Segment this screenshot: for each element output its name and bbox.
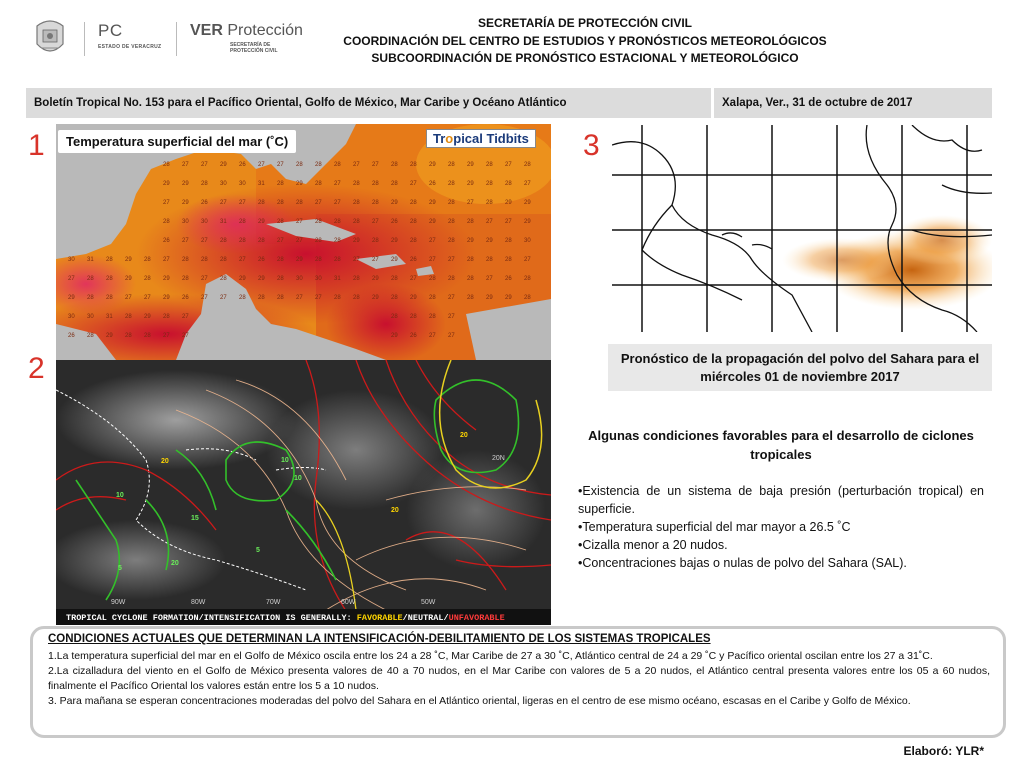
sst-value: 27 <box>486 219 493 225</box>
sst-value: 26 <box>391 219 398 225</box>
sst-value: 29 <box>258 219 265 225</box>
sst-value: 29 <box>258 276 265 282</box>
sst-value: 29 <box>372 295 379 301</box>
sst-value: 28 <box>467 219 474 225</box>
sst-value: 29 <box>163 276 170 282</box>
contour-label: 10 <box>116 492 124 499</box>
sst-value: 28 <box>353 219 360 225</box>
sst-value: 28 <box>315 219 322 225</box>
sst-value: 29 <box>467 162 474 168</box>
sst-value: 28 <box>182 276 189 282</box>
contour-label: 20 <box>391 507 399 514</box>
sst-value: 28 <box>296 162 303 168</box>
sst-value: 28 <box>334 295 341 301</box>
current-condition-paragraph: 2.La cizalladura del viento en el Golfo de México presenta valores de 40 a 70 nudos, en el Mar Caribe con valores de 5 a 20 nudos, el Atlántico central presenta valores entre los 05 a 60 nudos, finalmente el Pacífico Oriental los valores están entre los 5 a 10 nudos. <box>48 665 990 692</box>
sst-value: 28 <box>334 219 341 225</box>
sst-value: 27 <box>353 162 360 168</box>
sst-value: 28 <box>448 181 455 187</box>
sst-value: 28 <box>372 181 379 187</box>
contour-label: 5 <box>256 547 260 554</box>
sst-value: 27 <box>277 238 284 244</box>
sst-value: 28 <box>410 238 417 244</box>
sst-value: 27 <box>68 276 75 282</box>
sst-value: 28 <box>391 162 398 168</box>
sst-value: 28 <box>448 276 455 282</box>
sst-value: 29 <box>239 276 246 282</box>
sst-value: 28 <box>163 314 170 320</box>
sst-value: 29 <box>296 181 303 187</box>
sst-value: 28 <box>505 257 512 263</box>
sst-value: 29 <box>163 295 170 301</box>
lon-label: 80W <box>191 599 206 606</box>
sst-value: 27 <box>201 276 208 282</box>
sst-value: 28 <box>353 181 360 187</box>
sst-value: 28 <box>144 276 151 282</box>
sst-value: 27 <box>410 276 417 282</box>
panel-number-1: 1 <box>28 129 45 162</box>
sst-value: 27 <box>201 238 208 244</box>
contour-label: 10 <box>281 457 289 464</box>
sst-value: 27 <box>239 257 246 263</box>
sst-value: 28 <box>429 276 436 282</box>
sst-value: 28 <box>467 295 474 301</box>
sst-value: 28 <box>201 257 208 263</box>
sst-value: 28 <box>163 219 170 225</box>
contour-label: 15 <box>191 515 199 522</box>
sst-value: 28 <box>106 295 113 301</box>
current-condition-paragraph: 3. Para mañana se esperan concentraciones moderadas del polvo del Sahara en el Atlántico oriental, ligeras en el centro de ese mismo océano, escasas en el Caribe y Golfo de México. <box>48 695 911 707</box>
current-conditions-body <box>48 649 990 709</box>
sst-value: 29 <box>486 295 493 301</box>
sst-value: 30 <box>315 276 322 282</box>
sst-value: 28 <box>448 200 455 206</box>
sst-value: 28 <box>87 333 94 339</box>
sst-value: 28 <box>524 162 531 168</box>
sst-value: 28 <box>334 238 341 244</box>
lon-label: 70W <box>266 599 281 606</box>
sst-value: 29 <box>486 238 493 244</box>
sst-value: 29 <box>125 257 132 263</box>
sst-value: 28 <box>239 219 246 225</box>
sst-value: 29 <box>220 162 227 168</box>
sst-value: 28 <box>315 181 322 187</box>
sst-value: 27 <box>220 295 227 301</box>
sst-value: 28 <box>258 238 265 244</box>
pc-logo <box>98 22 161 50</box>
sst-value: 28 <box>315 257 322 263</box>
pc-logo-text: PC <box>98 21 123 40</box>
sst-value: 30 <box>524 238 531 244</box>
favorable-conditions-title: Algunas condiciones favorables para el desarrollo de ciclones tropicales <box>588 428 974 462</box>
sst-value: 28 <box>505 238 512 244</box>
sst-value: 27 <box>239 200 246 206</box>
contour-label: 20 <box>460 432 468 439</box>
sst-value: 28 <box>87 276 94 282</box>
bulletin-place-date: Xalapa, Ver., 31 de octubre de 2017 <box>722 97 913 109</box>
sst-value: 27 <box>486 276 493 282</box>
sst-value: 28 <box>125 314 132 320</box>
sst-value: 27 <box>296 295 303 301</box>
sst-value: 28 <box>125 333 132 339</box>
sst-value: 29 <box>68 295 75 301</box>
sst-value: 28 <box>372 200 379 206</box>
sst-value: 29 <box>163 181 170 187</box>
sst-value: 28 <box>106 276 113 282</box>
sst-value: 26 <box>429 181 436 187</box>
bulletin-title: Boletín Tropical No. 153 para el Pacífico Oriental, Golfo de México, Mar Caribe y Océano Atlántico <box>34 97 567 109</box>
header-line-1: SECRETARÍA DE PROTECCIÓN CIVIL <box>477 16 692 30</box>
sst-value: 27 <box>372 219 379 225</box>
sst-value: 29 <box>182 181 189 187</box>
sst-value: 28 <box>486 200 493 206</box>
ver-logo-sub-line: PROTECCIÓN CIVIL <box>230 48 278 54</box>
sst-value: 26 <box>68 333 75 339</box>
panel-number-3: 3 <box>583 129 600 162</box>
sst-value: 26 <box>201 200 208 206</box>
sst-value: 27 <box>448 333 455 339</box>
sst-value: 27 <box>277 162 284 168</box>
sst-value: 28 <box>467 276 474 282</box>
sst-value: 27 <box>163 333 170 339</box>
sst-value: 31 <box>258 181 265 187</box>
sst-map-title: Temperatura superficial del mar (˚C) <box>58 130 296 153</box>
sst-value: 28 <box>353 276 360 282</box>
sst-value: 29 <box>391 333 398 339</box>
sst-value: 27 <box>372 257 379 263</box>
sst-value: 27 <box>125 295 132 301</box>
sst-value: 28 <box>239 295 246 301</box>
sst-value: 26 <box>505 276 512 282</box>
condition-item: •Cizalla menor a 20 nudos. <box>578 538 728 552</box>
sst-value: 28 <box>277 257 284 263</box>
sst-value: 30 <box>239 181 246 187</box>
sst-value: 27 <box>315 295 322 301</box>
sst-value: 26 <box>182 295 189 301</box>
sst-value: 31 <box>87 257 94 263</box>
panel-number-2: 2 <box>28 352 45 385</box>
lon-label: 50W <box>421 599 436 606</box>
sst-value: 30 <box>296 276 303 282</box>
sst-value: 27 <box>448 295 455 301</box>
sst-value: 29 <box>372 276 379 282</box>
sst-value: 30 <box>220 181 227 187</box>
sst-value: 27 <box>144 295 151 301</box>
contour-label: 10 <box>294 475 302 482</box>
ver-logo-text: VER <box>190 22 223 39</box>
lat-label: 20N <box>492 455 505 462</box>
sst-value: 29 <box>144 314 151 320</box>
sst-value: 27 <box>524 181 531 187</box>
sst-value: 30 <box>68 257 75 263</box>
sst-value: 29 <box>391 200 398 206</box>
proteccion-logo-text: Protección <box>227 22 303 39</box>
sst-value: 28 <box>467 257 474 263</box>
sahara-dust-map <box>612 125 992 332</box>
sst-value: 27 <box>372 162 379 168</box>
sst-value: 28 <box>410 200 417 206</box>
lon-label: 90W <box>111 599 126 606</box>
sst-value: 28 <box>277 276 284 282</box>
sst-value: 28 <box>429 314 436 320</box>
sst-value: 28 <box>410 314 417 320</box>
sst-value: 28 <box>524 295 531 301</box>
sst-value: 27 <box>429 333 436 339</box>
current-conditions-title: CONDICIONES ACTUALES QUE DETERMINAN LA INTENSIFICACIÓN-DEBILITAMIENTO DE LOS SISTEMAS TROPICALES <box>48 633 711 645</box>
sst-map <box>56 124 551 360</box>
sst-value: 28 <box>315 162 322 168</box>
sst-value: 28 <box>486 257 493 263</box>
sst-value: 29 <box>106 333 113 339</box>
sst-value: 28 <box>410 162 417 168</box>
favorable-conditions-list <box>578 482 984 572</box>
sst-value: 27 <box>334 181 341 187</box>
sst-value: 28 <box>391 181 398 187</box>
sst-value: 30 <box>201 219 208 225</box>
sst-value: 28 <box>277 200 284 206</box>
sst-value: 30 <box>182 219 189 225</box>
state-seal-icon <box>33 18 67 58</box>
sst-value: 28 <box>524 276 531 282</box>
sst-value: 29 <box>182 200 189 206</box>
sst-value: 28 <box>296 200 303 206</box>
sst-value: 28 <box>486 181 493 187</box>
sst-value: 29 <box>391 257 398 263</box>
sst-value: 28 <box>486 162 493 168</box>
sst-value: 27 <box>429 238 436 244</box>
sst-value: 28 <box>106 257 113 263</box>
sst-value: 28 <box>220 257 227 263</box>
sst-value: 28 <box>410 219 417 225</box>
sst-value: 28 <box>505 181 512 187</box>
sst-value: 27 <box>182 333 189 339</box>
sst-value: 26 <box>410 257 417 263</box>
sst-value: 28 <box>334 257 341 263</box>
author-credit: Elaboró: YLR* <box>903 744 984 758</box>
sst-value: 28 <box>448 238 455 244</box>
sst-value: 28 <box>391 314 398 320</box>
tropical-tidbits-logo <box>426 129 536 148</box>
sst-value: 28 <box>372 238 379 244</box>
sst-value: 28 <box>391 276 398 282</box>
logo-divider <box>84 22 85 56</box>
sst-value: 28 <box>448 219 455 225</box>
sst-value: 28 <box>353 200 360 206</box>
sst-value: 28 <box>448 162 455 168</box>
tidbits-logo-text: Tr <box>433 131 446 146</box>
sst-value: 27 <box>182 238 189 244</box>
sst-value: 29 <box>429 200 436 206</box>
sst-value: 26 <box>163 238 170 244</box>
sst-value: 27 <box>220 200 227 206</box>
sst-value: 27 <box>448 257 455 263</box>
current-condition-paragraph: 1.La temperatura superficial del mar en el Golfo de México oscila entre los 24 a 28 ˚C, Mar Caribe de 27 a 30 ˚C, Atlántico central de 24 a 29 ˚C y Pacífico oriental oscilan entre los 27 a 31˚C. <box>48 650 933 662</box>
ver-logo-subtext <box>230 42 303 54</box>
pc-logo-subtext: ESTADO DE VERACRUZ <box>98 44 162 50</box>
tidbits-logo-o: o <box>445 131 454 146</box>
sst-value: 28 <box>258 200 265 206</box>
sst-value: 27 <box>182 162 189 168</box>
sst-value: 28 <box>429 295 436 301</box>
sst-value: 27 <box>163 200 170 206</box>
sst-value: 27 <box>258 162 265 168</box>
sst-value: 28 <box>277 295 284 301</box>
sst-value: 29 <box>524 219 531 225</box>
ver-logo-sub-line: SECRETARÍA DE <box>230 42 271 48</box>
sst-value: 27 <box>353 257 360 263</box>
sst-value: 29 <box>429 162 436 168</box>
sst-value: 29 <box>353 238 360 244</box>
sst-value: 31 <box>334 276 341 282</box>
sst-value: 29 <box>505 200 512 206</box>
sahara-dust-caption: Pronóstico de la propagación del polvo del Sahara para el miércoles 01 de noviembre 2017 <box>608 344 992 391</box>
header-line-2: COORDINACIÓN DEL CENTRO DE ESTUDIOS Y PRONÓSTICOS METEOROLÓGICOS <box>343 34 827 48</box>
sst-value: 29 <box>410 295 417 301</box>
sst-value: 28 <box>87 295 94 301</box>
sst-value: 29 <box>125 276 132 282</box>
sst-value: 30 <box>68 314 75 320</box>
contour-label: 20 <box>171 560 179 567</box>
sst-value: 27 <box>505 219 512 225</box>
sst-value: 29 <box>505 295 512 301</box>
sst-value: 27 <box>296 219 303 225</box>
sst-value: 27 <box>448 314 455 320</box>
condition-item: •Concentraciones bajas o nulas de polvo del Sahara (SAL). <box>578 556 907 570</box>
wind-shear-map <box>56 360 551 625</box>
sst-value: 28 <box>144 257 151 263</box>
lon-label: 60W <box>341 599 356 606</box>
sst-value: 27 <box>201 162 208 168</box>
sst-value: 27 <box>315 200 322 206</box>
sst-value: 27 <box>505 162 512 168</box>
condition-item: •Temperatura superficial del mar mayor a 26.5 ˚C <box>578 520 851 534</box>
contour-label: 20 <box>161 458 169 465</box>
sst-value: 27 <box>429 257 436 263</box>
sst-value: 27 <box>163 257 170 263</box>
sst-value: 28 <box>182 257 189 263</box>
sst-value: 29 <box>391 238 398 244</box>
sst-value: 27 <box>467 200 474 206</box>
header-line-3: SUBCOORDINACIÓN DE PRONÓSTICO ESTACIONAL Y METEOROLÓGICO <box>371 51 799 65</box>
sst-value: 28 <box>220 276 227 282</box>
sst-value: 29 <box>524 200 531 206</box>
sst-value: 29 <box>296 257 303 263</box>
sst-value: 27 <box>334 200 341 206</box>
sst-value: 28 <box>258 295 265 301</box>
sst-value: 27 <box>410 181 417 187</box>
sst-value: 28 <box>220 238 227 244</box>
sst-value: 28 <box>353 295 360 301</box>
wind-shear-caption: TROPICAL CYCLONE FORMATION/INTENSIFICATION IS GENERALLY: FAVORABLE/NEUTRAL/UNFAVORABLE <box>66 613 505 623</box>
tidbits-logo-text: pical Tidbits <box>453 131 529 146</box>
sst-value: 28 <box>277 181 284 187</box>
sst-value: 27 <box>296 238 303 244</box>
sst-value: 29 <box>467 181 474 187</box>
sst-value: 27 <box>201 295 208 301</box>
sst-value: 29 <box>429 219 436 225</box>
sst-value: 31 <box>220 219 227 225</box>
sst-value: 26 <box>239 162 246 168</box>
sst-value: 28 <box>334 162 341 168</box>
sst-value: 27 <box>182 314 189 320</box>
condition-item: •Existencia de un sistema de baja presión (perturbación tropical) en superficie. <box>578 484 984 516</box>
sst-value: 27 <box>524 257 531 263</box>
sst-value: 31 <box>106 314 113 320</box>
logo-divider <box>176 22 177 56</box>
ver-proteccion-logo <box>190 22 303 54</box>
sst-value: 26 <box>410 333 417 339</box>
sst-value: 28 <box>391 295 398 301</box>
sst-value: 26 <box>258 257 265 263</box>
sst-value: 28 <box>239 238 246 244</box>
sst-value: 28 <box>163 162 170 168</box>
sst-value: 30 <box>87 314 94 320</box>
sst-value: 28 <box>315 238 322 244</box>
sst-value: 28 <box>201 181 208 187</box>
sst-value: 29 <box>467 238 474 244</box>
sst-value: 28 <box>144 333 151 339</box>
sst-value: 28 <box>277 219 284 225</box>
contour-label: 5 <box>118 565 122 572</box>
